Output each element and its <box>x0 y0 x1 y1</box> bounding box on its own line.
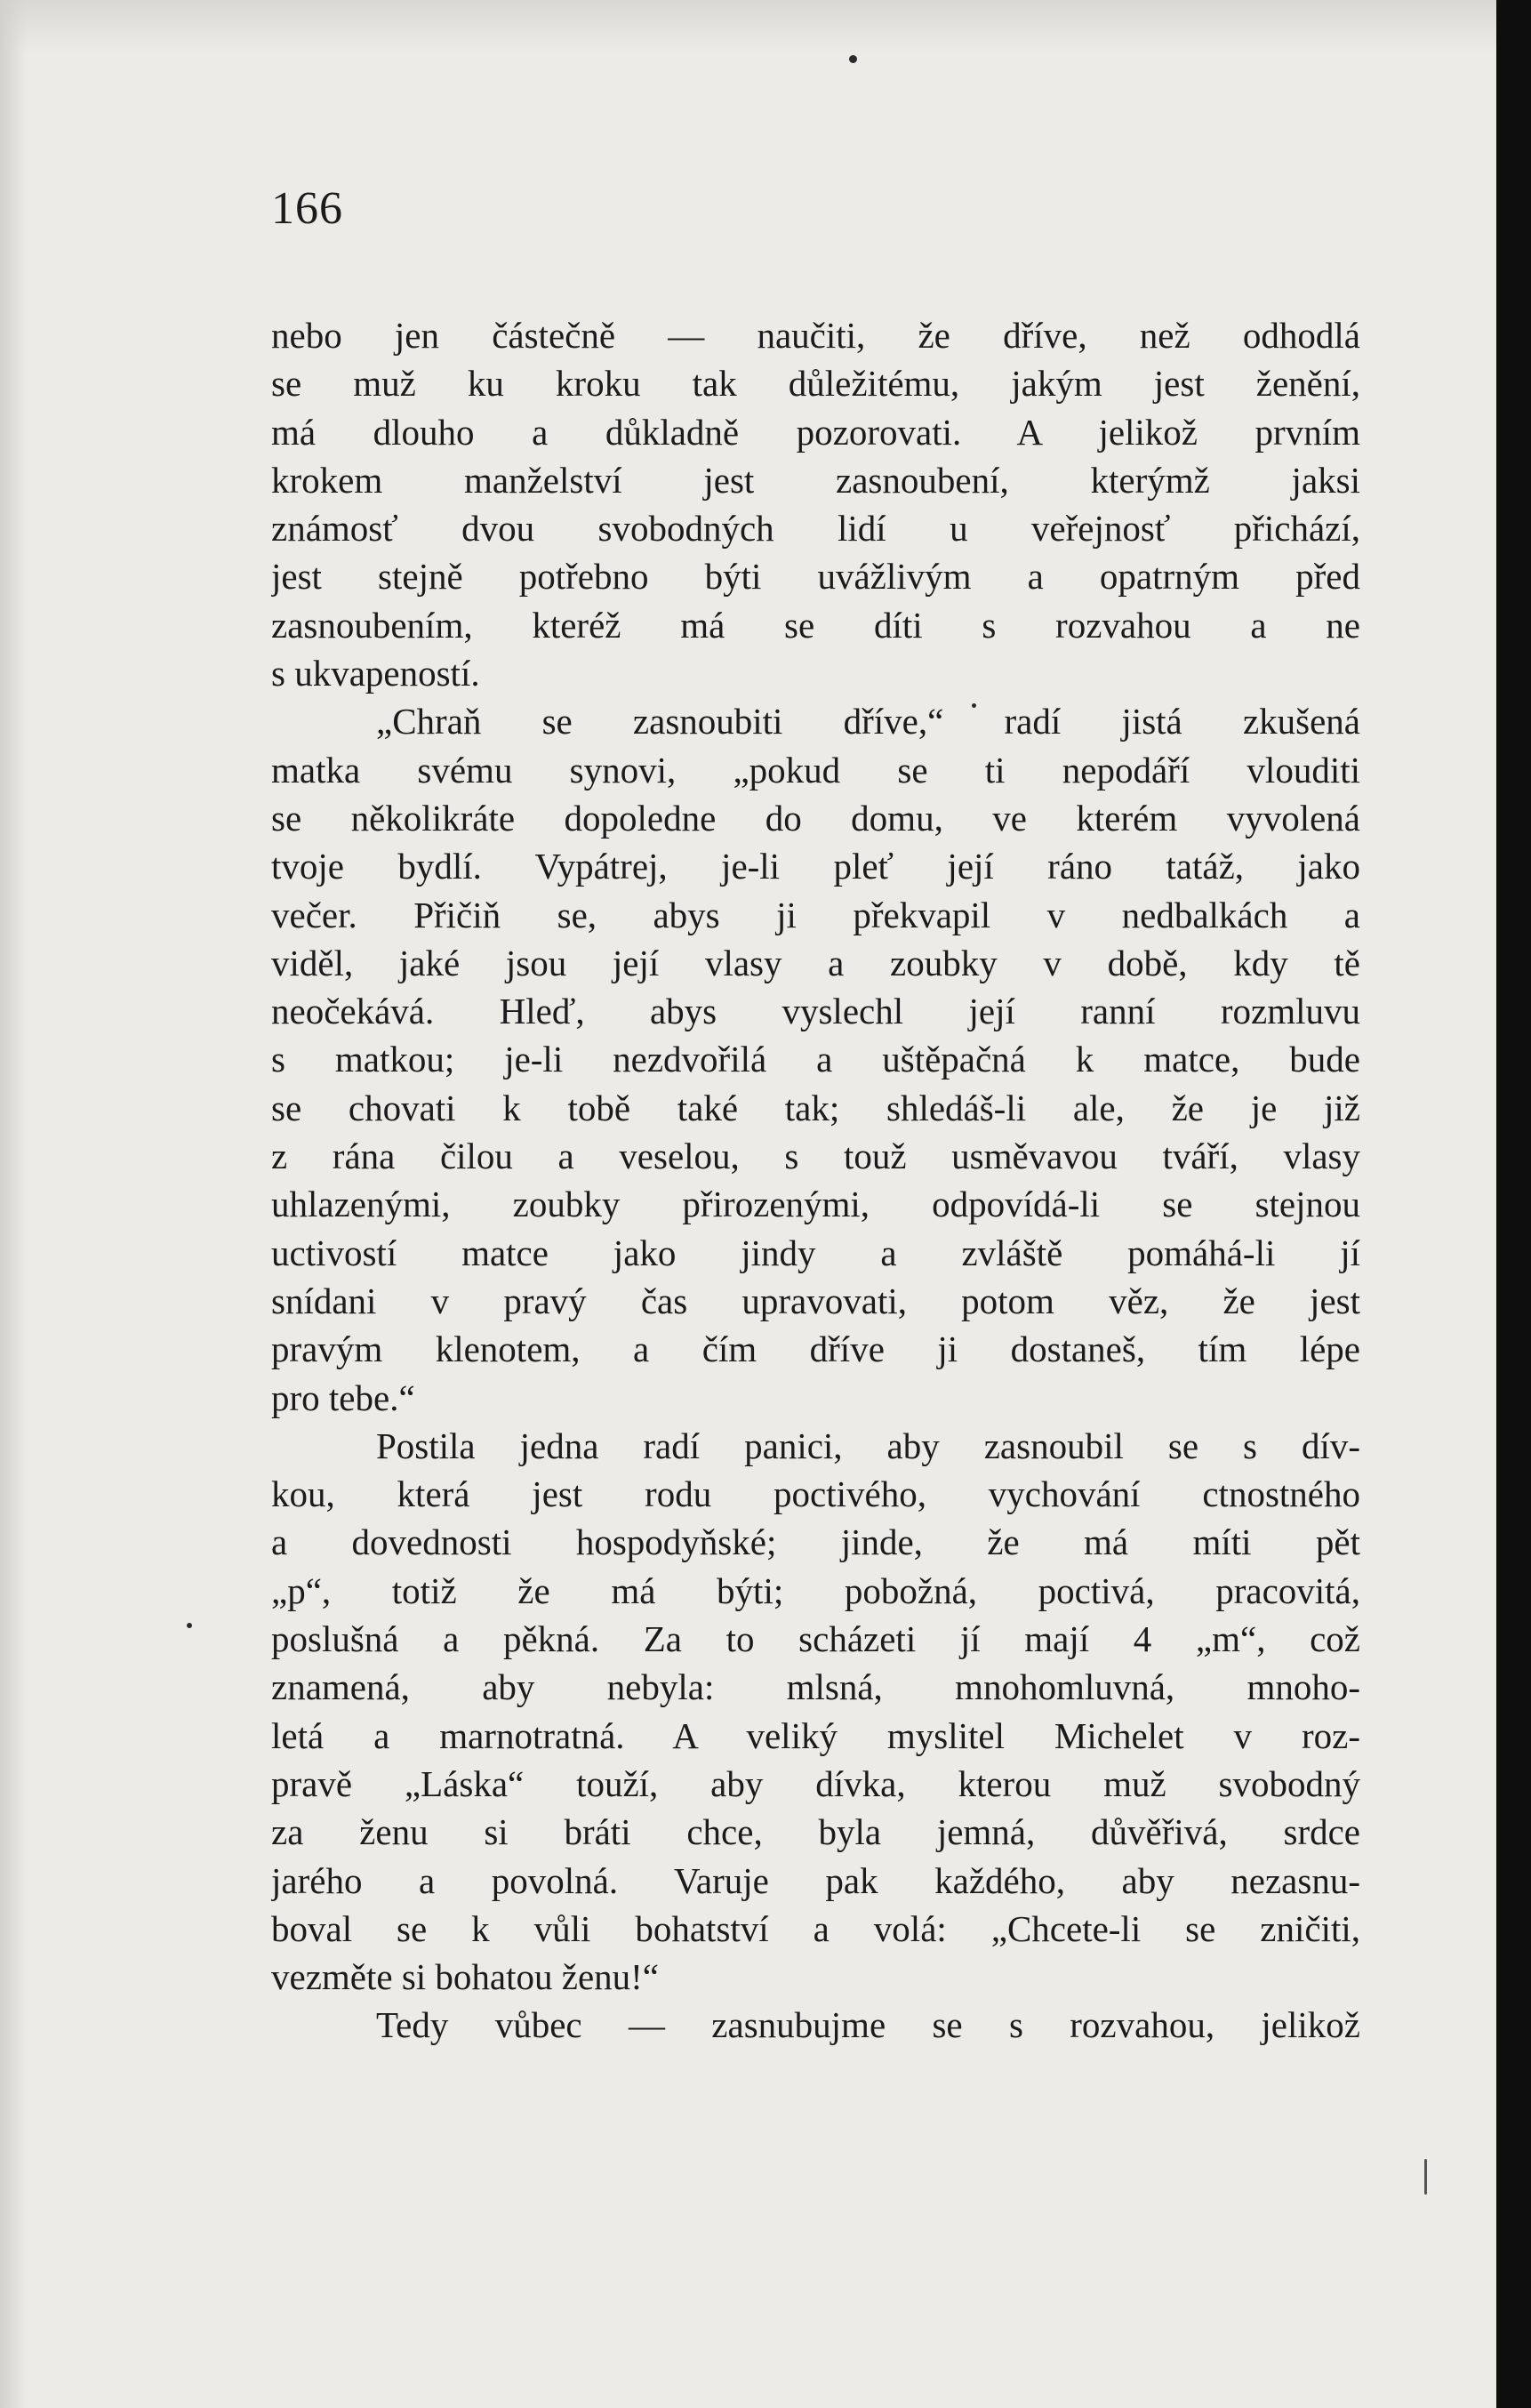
text-line: zasnoubením, kteréž má se díti s rozvahou a ne <box>271 604 1360 646</box>
text-line: pravě „Láska“ touží, aby dívka, kterou muž svobodný <box>271 1762 1360 1804</box>
text-line: letá a marnotratná. A veliký myslitel Michelet v roz- <box>271 1714 1360 1756</box>
scan-left-shadow <box>0 0 27 2408</box>
text-line: poslušná a pěkná. Za to scházeti jí mají 4 „m“, což <box>271 1618 1360 1660</box>
text-line: známosť dvou svobodných lidí u veřejnosť přichází, <box>271 508 1360 550</box>
ink-speck <box>1424 2159 1427 2195</box>
text-line: viděl, jaké jsou její vlasy a zoubky v době, kdy tě <box>271 942 1360 983</box>
text-line: tvoje bydlí. Vypátrej, je-li pleť její ráno tatáž, jako <box>271 846 1360 887</box>
text-line: uctivostí matce jako jindy a zvláště pomáhá-li jí <box>271 1232 1360 1273</box>
text-line: pro tebe.“ <box>271 1377 415 1418</box>
text-line: z rána čilou a veselou, s touž usměvavou tváří, vlasy <box>271 1136 1360 1177</box>
text-line: vezměte si bohatou ženu!“ <box>271 1956 660 1998</box>
text-line: znamená, aby nebyla: mlsná, mnohomluvná, mnoho- <box>271 1666 1360 1708</box>
text-line: boval se k vůli bohatství a volá: „Chcete-li se zničiti, <box>271 1907 1360 1949</box>
text-line: matka svému synovi, „pokud se ti nepodáří vlouditi <box>271 749 1360 791</box>
text-line: jest stejně potřebno býti uvážlivým a opatrným před <box>271 556 1360 598</box>
scan-top-shadow <box>0 0 1496 53</box>
text-line: „Chraň se zasnoubiti dříve,“ radí jistá zkušená <box>376 701 1360 742</box>
text-line: s ukvapeností. <box>271 653 480 694</box>
text-line: večer. Přičiň se, abys ji překvapil v nedbalkách a <box>271 894 1360 935</box>
text-line: pravým klenotem, a čím dříve ji dostaneš, tím lépe <box>271 1328 1360 1370</box>
text-line: za ženu si bráti chce, byla jemná, důvěřivá, srdce <box>271 1811 1360 1853</box>
text-line: a dovednosti hospodyňské; jinde, že má míti pět <box>271 1521 1360 1563</box>
text-line: jarého a povolná. Varuje pak každého, aby nezasnu- <box>271 1859 1360 1901</box>
ink-speck <box>849 55 857 63</box>
text-line: „p“, totiž že má býti; pobožná, poctivá, pracovitá, <box>271 1569 1360 1611</box>
text-line: kou, která jest rodu poctivého, vychování ctnostného <box>271 1473 1360 1515</box>
text-line: má dlouho a důkladně pozorovati. A jelikož prvním <box>271 411 1360 453</box>
text-line: se několikráte dopoledne do domu, ve kterém vyvolená <box>271 797 1360 839</box>
text-line: uhlazenými, zoubky přirozenými, odpovídá-li se stejnou <box>271 1184 1360 1225</box>
body-text <box>271 311 1360 2050</box>
text-line: se chovati k tobě také tak; shledáš-li ale, že je již <box>271 1087 1360 1128</box>
text-line: krokem manželství jest zasnoubení, kterýmž jaksi <box>271 459 1360 501</box>
page-number: 166 <box>271 183 343 234</box>
text-line: Postila jedna radí panici, aby zasnoubil se s dív- <box>376 1425 1360 1466</box>
text-line: Tedy vůbec — zasnubujme se s rozvahou, jelikož <box>376 2004 1360 2046</box>
text-line: snídani v pravý čas upravovati, potom věz, že jest <box>271 1280 1360 1321</box>
ink-speck <box>187 1623 192 1628</box>
scan-right-edge <box>1496 0 1531 2408</box>
text-line: nebo jen částečně — naučiti, že dříve, než odhodlá <box>271 315 1360 356</box>
text-line: neočekává. Hleď, abys vyslechl její ranní rozmluvu <box>271 991 1360 1032</box>
text-line: s matkou; je-li nezdvořilá a uštěpačná k matce, bude <box>271 1039 1360 1080</box>
text-line: se muž ku kroku tak důležitému, jakým jest ženění, <box>271 363 1360 405</box>
